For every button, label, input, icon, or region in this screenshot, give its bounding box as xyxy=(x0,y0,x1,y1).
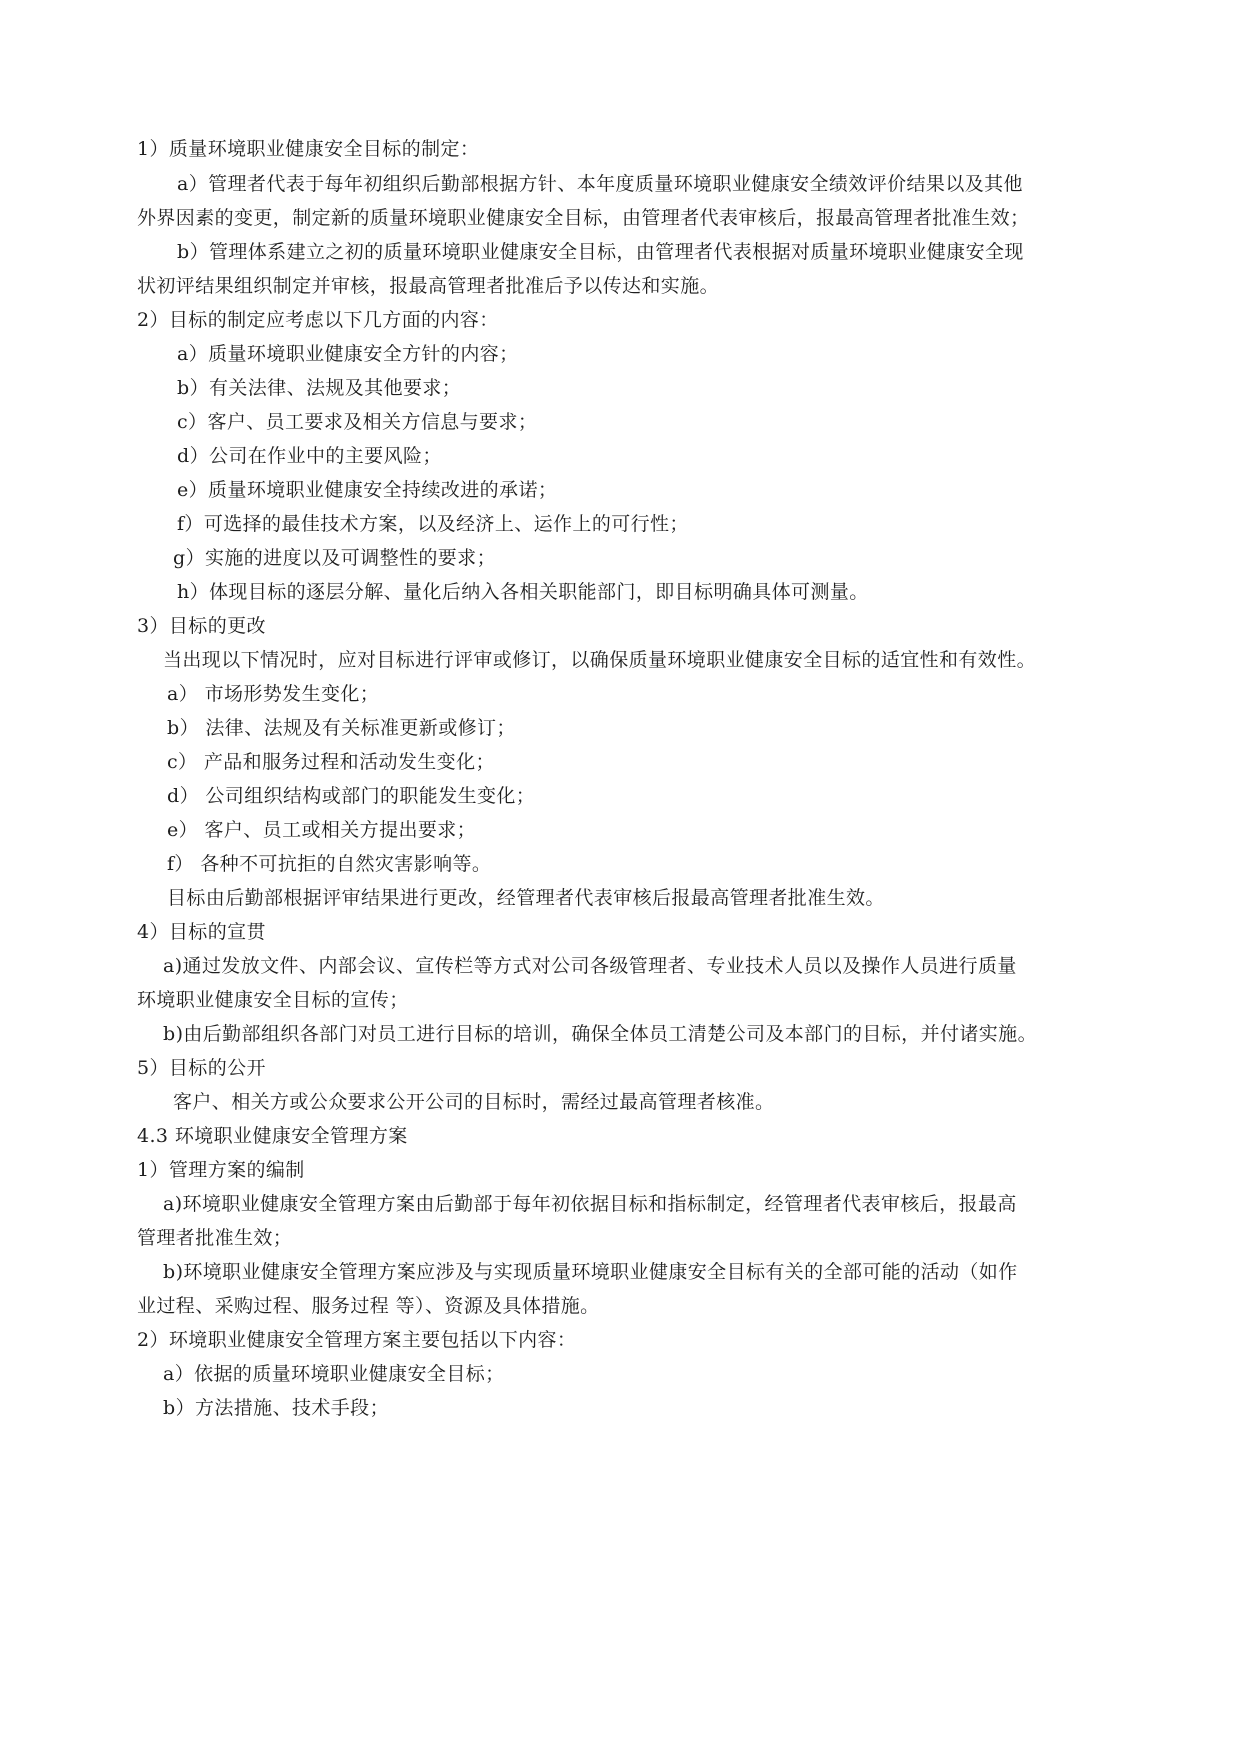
paragraph-line: 业过程、采购过程、服务过程 等）、资源及具体措施。 xyxy=(137,1295,600,1317)
section-heading: 5）目标的公开 xyxy=(137,1057,266,1079)
list-item: b)环境职业健康安全管理方案应涉及与实现质量环境职业健康安全目标有关的全部可能的活动（如作 xyxy=(163,1261,1018,1283)
list-item: f）可选择的最佳技术方案，以及经济上、运作上的可行性； xyxy=(177,513,689,535)
list-item: d）公司在作业中的主要风险； xyxy=(177,445,442,467)
list-item: c）客户、员工要求及相关方信息与要求； xyxy=(177,411,538,433)
section-heading: 4）目标的宣贯 xyxy=(137,921,266,943)
section-heading: 1）管理方案的编制 xyxy=(137,1159,305,1181)
section-heading: 4.3 环境职业健康安全管理方案 xyxy=(137,1125,408,1147)
list-item: f） 各种不可抗拒的自然灾害影响等。 xyxy=(167,853,492,875)
list-item: b） 法律、法规及有关标准更新或修订； xyxy=(167,717,516,739)
list-item: b）管理体系建立之初的质量环境职业健康安全目标，由管理者代表根据对质量环境职业健康安全现 xyxy=(177,241,1024,263)
list-item: a)通过发放文件、内部会议、宣传栏等方式对公司各级管理者、专业技术人员以及操作人员进行质量 xyxy=(163,955,1017,977)
list-item: h）体现目标的逐层分解、量化后纳入各相关职能部门，即目标明确具体可测量。 xyxy=(177,581,869,603)
list-item: b)由后勤部组织各部门对员工进行目标的培训，确保全体员工清楚公司及本部门的目标，并付诸实施。 xyxy=(163,1023,1037,1045)
section-heading: 1）质量环境职业健康安全目标的制定： xyxy=(137,138,480,160)
list-item: g）实施的进度以及可调整性的要求； xyxy=(173,547,496,569)
list-item: a)环境职业健康安全管理方案由后勤部于每年初依据目标和指标制定，经管理者代表审核后，报最高 xyxy=(163,1193,1017,1215)
section-heading: 2）目标的制定应考虑以下几方面的内容： xyxy=(137,309,499,331)
list-item: a）质量环境职业健康安全方针的内容； xyxy=(177,343,519,365)
paragraph-line: 目标由后勤部根据评审结果进行更改，经管理者代表审核后报最高管理者批准生效。 xyxy=(167,887,885,909)
list-item: e）质量环境职业健康安全持续改进的承诺； xyxy=(177,479,558,501)
list-item: a） 市场形势发生变化； xyxy=(167,683,380,705)
paragraph-line: 客户、相关方或公众要求公开公司的目标时，需经过最高管理者核准。 xyxy=(173,1091,775,1113)
paragraph-line: 外界因素的变更，制定新的质量环境职业健康安全目标，由管理者代表审核后，报最高管理者批准生效； xyxy=(137,207,1030,229)
list-item: e） 客户、员工或相关方提出要求； xyxy=(167,819,477,841)
paragraph-line: 当出现以下情况时，应对目标进行评审或修订，以确保质量环境职业健康安全目标的适宜性和有效性。 xyxy=(163,649,1037,671)
list-item: b）有关法律、法规及其他要求； xyxy=(177,377,462,399)
list-item: a）依据的质量环境职业健康安全目标； xyxy=(163,1363,505,1385)
paragraph-line: 状初评结果组织制定并审核，报最高管理者批准后予以传达和实施。 xyxy=(137,275,720,297)
paragraph-line: 环境职业健康安全目标的宣传； xyxy=(137,989,409,1011)
list-item: b）方法措施、技术手段； xyxy=(163,1397,389,1419)
section-heading: 2）环境职业健康安全管理方案主要包括以下内容： xyxy=(137,1329,577,1351)
list-item: d） 公司组织结构或部门的职能发生变化； xyxy=(167,785,536,807)
paragraph-line: 管理者批准生效； xyxy=(137,1227,293,1249)
section-heading: 3）目标的更改 xyxy=(137,615,266,637)
list-item: c） 产品和服务过程和活动发生变化； xyxy=(167,751,495,773)
list-item: a）管理者代表于每年初组织后勤部根据方针、本年度质量环境职业健康安全绩效评价结果以及其他 xyxy=(177,173,1023,195)
